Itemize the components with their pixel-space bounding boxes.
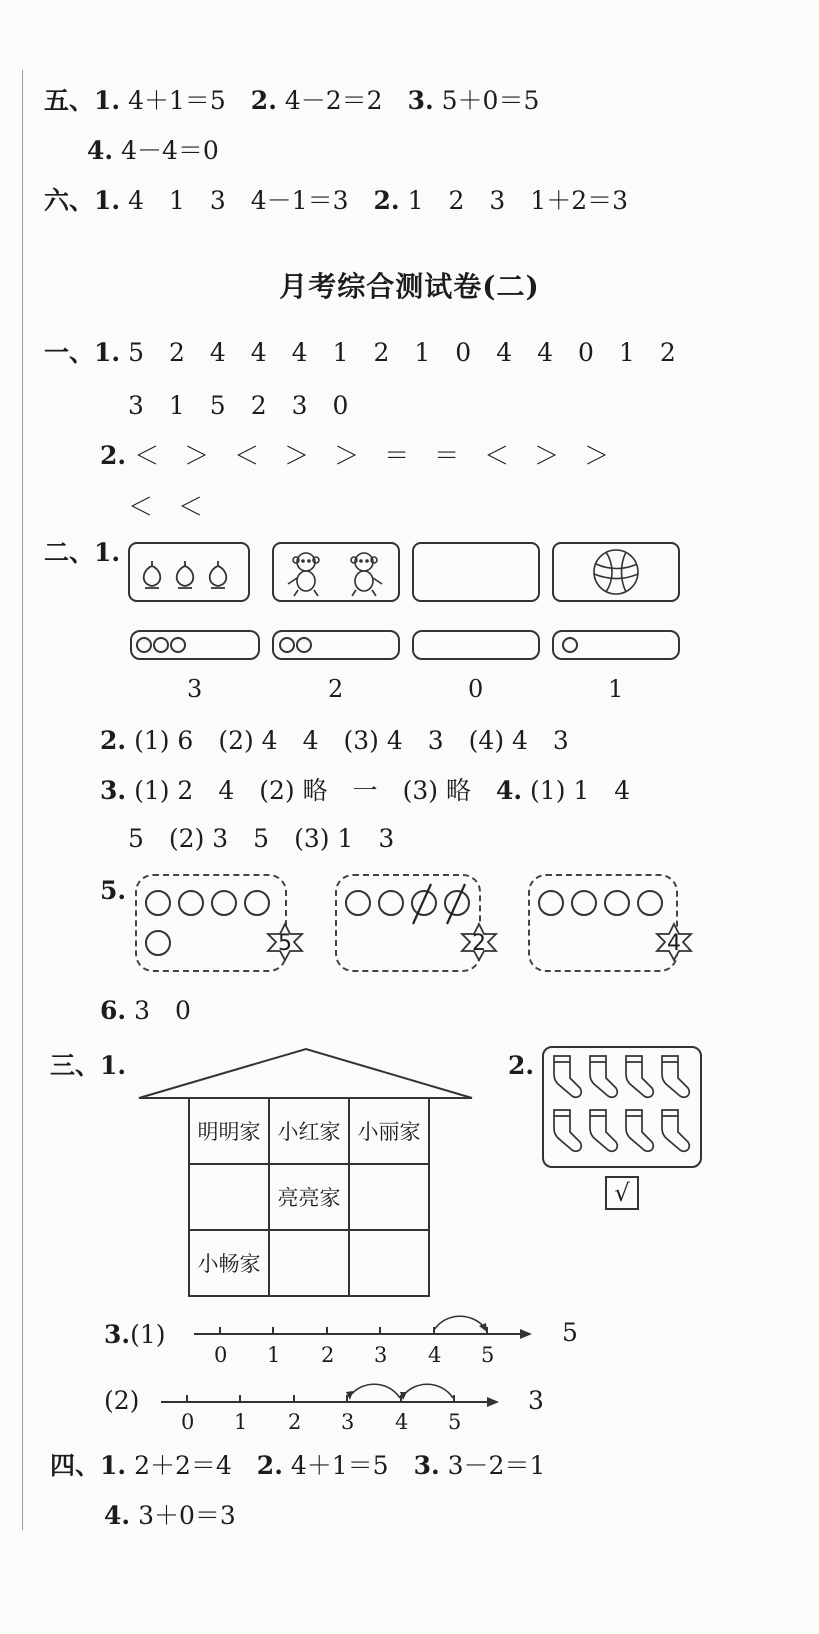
s3-label-line bbox=[50, 1053, 126, 1078]
s4-line1 bbox=[50, 1453, 545, 1478]
s1-line1 bbox=[44, 340, 676, 365]
nl2-tick-1: 1 bbox=[234, 1410, 248, 1434]
circle bbox=[211, 890, 237, 916]
nl1-answer: 5 bbox=[562, 1318, 578, 1347]
house-cell: 明明家 bbox=[189, 1098, 269, 1164]
s3-q2-label: 2. bbox=[508, 1051, 535, 1080]
dot bbox=[562, 637, 578, 653]
nl1-tick-5: 5 bbox=[481, 1343, 495, 1367]
ball-box bbox=[552, 542, 680, 602]
house-row bbox=[189, 1098, 429, 1164]
socks-icons bbox=[544, 1048, 700, 1166]
empty-box bbox=[412, 542, 540, 602]
s1-q2-row2: ＜ ＜ bbox=[128, 492, 204, 521]
s2-q5-label: 5. bbox=[100, 876, 127, 905]
ball-icon bbox=[554, 544, 678, 600]
house-roof bbox=[136, 1046, 476, 1102]
s2-q3: (1) 2 4 (2) 略 一 (3) 略 bbox=[134, 776, 471, 805]
s2-q2-label: 2. bbox=[100, 726, 127, 755]
sec5-q3-label: 3. bbox=[407, 86, 434, 115]
sec6-ans1: 4 1 3 4－1＝3 bbox=[128, 186, 349, 215]
count-1: 3 bbox=[187, 675, 203, 703]
s2-q3-label: 3. bbox=[100, 776, 127, 805]
s2-q4-label: 4. bbox=[495, 776, 523, 805]
peach-box bbox=[128, 542, 250, 602]
s1-q2-row1: ＜ ＞ ＜ ＞ ＞ ＝ ＝ ＜ ＞ ＞ bbox=[134, 441, 610, 470]
s3-q2-line bbox=[508, 1053, 534, 1078]
sec6-ans2: 1 2 3 1＋2＝3 bbox=[407, 186, 629, 215]
circle bbox=[145, 930, 171, 956]
s2-label-line bbox=[44, 540, 120, 565]
count-4: 1 bbox=[608, 675, 624, 703]
s3-q3-label: 3. bbox=[104, 1320, 131, 1349]
house-cell: 亮亮家 bbox=[269, 1164, 349, 1230]
nl2-tick-2: 2 bbox=[288, 1410, 302, 1434]
socks-box bbox=[542, 1046, 702, 1168]
sec5-q4-label: 4. bbox=[87, 136, 114, 165]
nl2-tick-0: 0 bbox=[181, 1410, 195, 1434]
house-cell bbox=[269, 1230, 349, 1296]
s4-q2-label: 2. bbox=[256, 1451, 283, 1480]
sec5-ans1: 4＋1＝5 bbox=[128, 86, 226, 115]
nl2-tick-4: 4 bbox=[395, 1410, 409, 1434]
house-grid bbox=[188, 1097, 430, 1297]
nl1-tick-1: 1 bbox=[267, 1343, 281, 1367]
count-pill-3 bbox=[412, 630, 540, 660]
s1-q2-label: 2. bbox=[100, 441, 127, 470]
s3-q3-line bbox=[104, 1322, 166, 1347]
s2-q6-label: 6. bbox=[100, 996, 127, 1025]
star-number-1: 5 bbox=[278, 931, 292, 956]
nl1-tick-3: 3 bbox=[374, 1343, 388, 1367]
sec5-ans2: 4－2＝2 bbox=[284, 86, 383, 115]
circle bbox=[244, 890, 270, 916]
sec5-line1 bbox=[44, 88, 539, 113]
nl2-tick-5: 5 bbox=[448, 1410, 462, 1434]
s1-row1: 5 2 4 4 4 1 2 1 0 4 4 0 1 2 bbox=[128, 338, 676, 367]
circle bbox=[345, 890, 371, 916]
sec5-ans3: 5＋0＝5 bbox=[441, 86, 540, 115]
s4-ans3: 3－2＝1 bbox=[447, 1451, 546, 1480]
nl2-answer: 3 bbox=[528, 1386, 544, 1415]
sec5-ans4: 4－4＝0 bbox=[121, 136, 219, 165]
circle bbox=[538, 890, 564, 916]
s4-label: 四、1. bbox=[50, 1451, 127, 1480]
s4-ans4: 3＋0＝3 bbox=[138, 1501, 236, 1530]
house-row bbox=[189, 1164, 429, 1230]
star-badge-1 bbox=[265, 922, 305, 962]
house-cell bbox=[349, 1164, 429, 1230]
s3-label: 三、1. bbox=[50, 1051, 127, 1080]
circle bbox=[178, 890, 204, 916]
circle bbox=[637, 890, 663, 916]
s2-q6: 3 0 bbox=[134, 996, 191, 1025]
s4-line2 bbox=[104, 1503, 236, 1528]
s1-row2: 3 1 5 2 3 0 bbox=[128, 391, 349, 420]
s2-q4b: 5 (2) 3 5 (3) 1 3 bbox=[128, 824, 395, 853]
circle bbox=[604, 890, 630, 916]
s2-q4a: (1) 1 4 bbox=[530, 776, 631, 805]
sec5-line2 bbox=[87, 138, 219, 163]
sec6-line bbox=[44, 188, 628, 213]
s4-q4-label: 4. bbox=[104, 1501, 131, 1530]
house-cell: 小畅家 bbox=[189, 1230, 269, 1296]
peach-icons bbox=[130, 544, 248, 600]
check-mark-box: √ bbox=[605, 1176, 639, 1210]
sec6-q2-label: 2. bbox=[373, 186, 400, 215]
star-badge-2 bbox=[459, 922, 499, 962]
dot bbox=[170, 637, 186, 653]
s2-label: 二、1. bbox=[44, 538, 121, 567]
monkey-box bbox=[272, 542, 400, 602]
s1-label: 一、1. bbox=[44, 338, 121, 367]
star-number-2: 2 bbox=[472, 931, 486, 956]
s4-q3-label: 3. bbox=[413, 1451, 440, 1480]
star-number-3: 4 bbox=[667, 931, 681, 956]
house-cell: 小红家 bbox=[269, 1098, 349, 1164]
s2-q2-line bbox=[100, 728, 569, 753]
count-3: 0 bbox=[468, 675, 484, 703]
nl2-tick-3: 3 bbox=[341, 1410, 355, 1434]
sec6-label: 六、1. bbox=[44, 186, 121, 215]
dot bbox=[279, 637, 295, 653]
dot bbox=[136, 637, 152, 653]
house-cell bbox=[349, 1230, 429, 1296]
s4-ans1: 2＋2＝4 bbox=[134, 1451, 232, 1480]
dot bbox=[153, 637, 169, 653]
circle bbox=[378, 890, 404, 916]
s4-ans2: 4＋1＝5 bbox=[290, 1451, 389, 1480]
nl1-tick-2: 2 bbox=[321, 1343, 335, 1367]
page-title: 月考综合测试卷(二) bbox=[279, 270, 540, 303]
house-cell bbox=[189, 1164, 269, 1230]
circle bbox=[145, 890, 171, 916]
s2-q3-line bbox=[100, 778, 630, 803]
house-row bbox=[189, 1230, 429, 1296]
circle bbox=[571, 890, 597, 916]
count-2: 2 bbox=[328, 675, 344, 703]
s2-q5-line bbox=[100, 878, 126, 903]
dot bbox=[296, 637, 312, 653]
sec5-label: 五、1. bbox=[44, 86, 121, 115]
nl1-tick-0: 0 bbox=[214, 1343, 228, 1367]
nl1-tick-4: 4 bbox=[428, 1343, 442, 1367]
s1-q2-line1 bbox=[100, 443, 609, 468]
house-cell: 小丽家 bbox=[349, 1098, 429, 1164]
s2-q2: (1) 6 (2) 4 4 (3) 4 3 (4) 4 3 bbox=[134, 726, 569, 755]
s3-p2-label: (2) bbox=[104, 1386, 140, 1415]
s2-q6-line bbox=[100, 998, 191, 1023]
s3-p1-label: (1) bbox=[130, 1320, 166, 1349]
star-badge-3 bbox=[654, 922, 694, 962]
sec5-q2-label: 2. bbox=[250, 86, 277, 115]
monkey-icons bbox=[274, 544, 398, 600]
